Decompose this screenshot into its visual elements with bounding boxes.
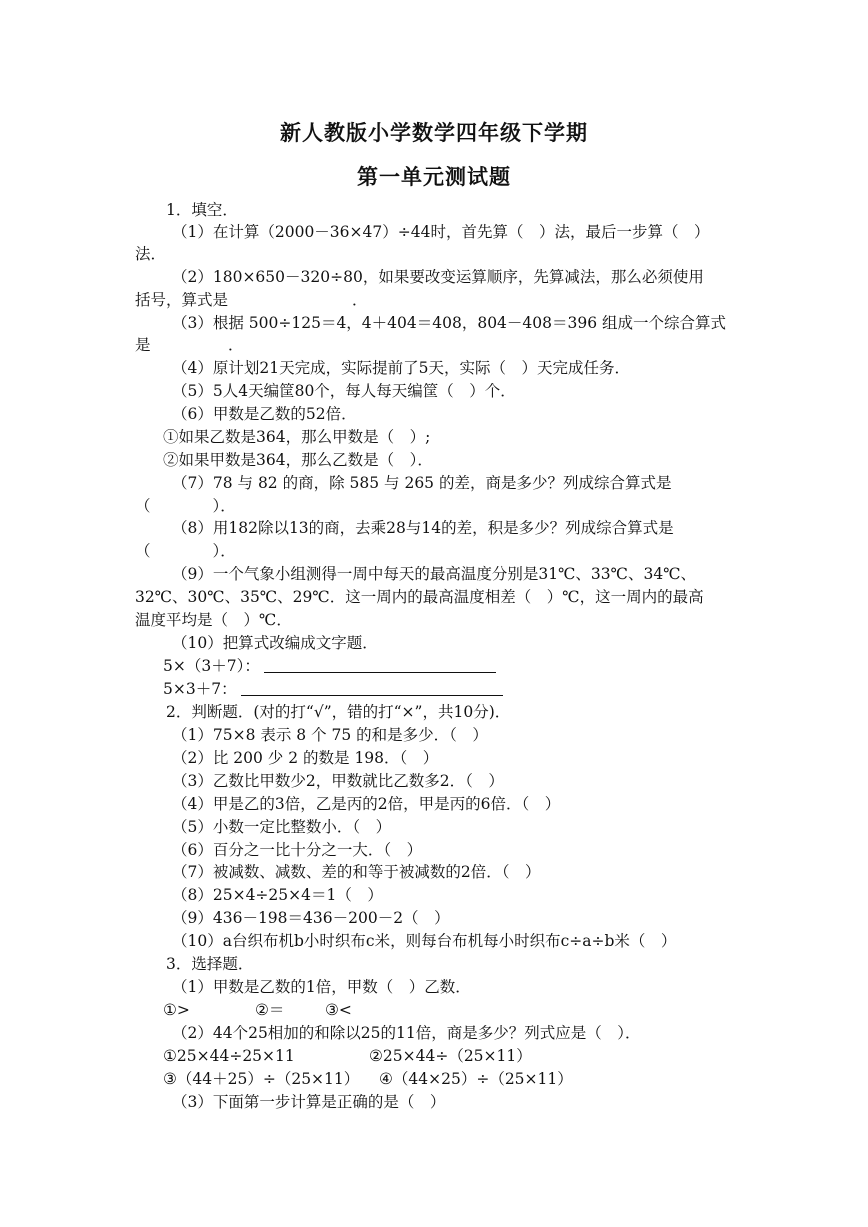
- option-a: ①>: [163, 1001, 190, 1019]
- question-1-1: （1）在计算（2000－36×47）÷44时，首先算（ ）法，最后一步算（ ）: [172, 223, 710, 241]
- option-c: ③<: [325, 1001, 352, 1019]
- question-1-9: （9）一个气象小组测得一周中每天的最高温度分别是31℃、33℃、34℃、: [172, 565, 697, 583]
- choice-question-3: （3）下面第一步计算是正确的是（ ）: [172, 1093, 446, 1111]
- document-subtitle: 第一单元测试题: [357, 164, 511, 189]
- choice-options-2b: [163, 1069, 573, 1089]
- judge-item: （7）被减数、减数、差的和等于被减数的2倍．（ ）: [172, 863, 541, 881]
- document-title: 新人教版小学数学四年级下学期: [280, 120, 588, 145]
- question-1-6-a: ①如果乙数是364，那么甲数是（ ）;: [163, 428, 431, 446]
- judge-item: （9）436－198＝436－200－2（ ）: [172, 909, 450, 927]
- expression-label: 5×（3＋7）：: [163, 657, 260, 675]
- choice-options-2a: [163, 1046, 532, 1066]
- judge-item: （1）75×8 表示 8 个 75 的和是多少．（ ）: [172, 726, 488, 744]
- judge-item: （3）乙数比甲数少2，甲数就比乙数多2．（ ）: [172, 772, 504, 790]
- judge-item: （5）小数一定比整数小．（ ）: [172, 818, 392, 836]
- option-c: ③（44＋25）÷（25×11）: [163, 1070, 360, 1088]
- expression-label: 5×3＋7：: [163, 680, 237, 698]
- question-1-2-cont: 括号，算式是 ．: [135, 291, 368, 309]
- judge-item: （8）25×4÷25×4＝1（ ）: [172, 886, 383, 904]
- question-1-10-b: [163, 679, 503, 699]
- question-1-3: （3）根据 500÷125＝4，4＋404＝408，804－408＝396 组成一个综合算式: [172, 314, 727, 332]
- answer-line: [241, 680, 503, 696]
- question-1-4: （4）原计划21天完成，实际提前了5天，实际（ ）天完成任务．: [172, 359, 630, 377]
- question-1-5: （5）5人4天编筐80个，每人每天编筐（ ）个．: [172, 382, 516, 400]
- question-1-9-cont2: 温度平均是（ ）℃．: [135, 611, 292, 629]
- question-1-2: （2）180×650－320÷80，如果要改变运算顺序，先算减法，那么必须使用: [172, 268, 704, 286]
- question-1-8-cont: （ ）．: [135, 542, 236, 560]
- option-d: ④（44×25）÷（25×11）: [379, 1070, 573, 1088]
- question-1-9-cont: 32℃、30℃、35℃、29℃．这一周内的最高温度相差（ ）℃，这一周内的最高: [135, 588, 704, 606]
- question-1-8: （8）用182除以13的商，去乘28与14的差，积是多少？列成综合算式是: [172, 519, 674, 537]
- question-1-3-cont: 是 ．: [135, 336, 244, 354]
- choice-question-2: （2）44个25相加的和除以25的11倍，商是多少？列式应是（ ）．: [172, 1024, 641, 1042]
- question-1-10: （10）把算式改编成文字题．: [172, 634, 378, 652]
- judge-item: （2）比 200 少 2 的数是 198．（ ）: [172, 749, 439, 767]
- section-2-heading: 2．判断题．(对的打“√”，错的打“×”，共10分)．: [166, 703, 511, 721]
- question-1-7-cont: （ ）．: [135, 497, 236, 515]
- answer-line: [264, 657, 496, 673]
- question-1-10-a: [163, 656, 496, 676]
- question-1-6-b: ②如果甲数是364，那么乙数是（ ）．: [163, 451, 433, 469]
- section-1-heading: 1．填空．: [166, 201, 238, 219]
- option-b: ②＝: [255, 1001, 285, 1019]
- judge-item: （4）甲是乙的3倍，乙是丙的2倍，甲是丙的6倍．（ ）: [172, 795, 561, 813]
- question-1-1-cont: 法．: [135, 245, 167, 263]
- choice-question-1: （1）甲数是乙数的1倍，甲数（ ）乙数．: [172, 978, 471, 996]
- question-1-6: （6）甲数是乙数的52倍．: [172, 405, 357, 423]
- choice-options-1: [163, 1000, 352, 1020]
- section-3-heading: 3．选择题．: [166, 955, 254, 973]
- judge-item: （6）百分之一比十分之一大．（ ）: [172, 841, 423, 859]
- question-1-7: （7）78 与 82 的商，除 585 与 265 的差，商是多少？列成综合算式是: [172, 474, 672, 492]
- option-b: ②25×44÷（25×11）: [369, 1047, 532, 1065]
- option-a: ①25×44÷25×11: [163, 1047, 295, 1065]
- judge-item: （10）a台织布机b小时织布c米，则每台布机每小时织布c÷a÷b米（ ）: [172, 932, 677, 950]
